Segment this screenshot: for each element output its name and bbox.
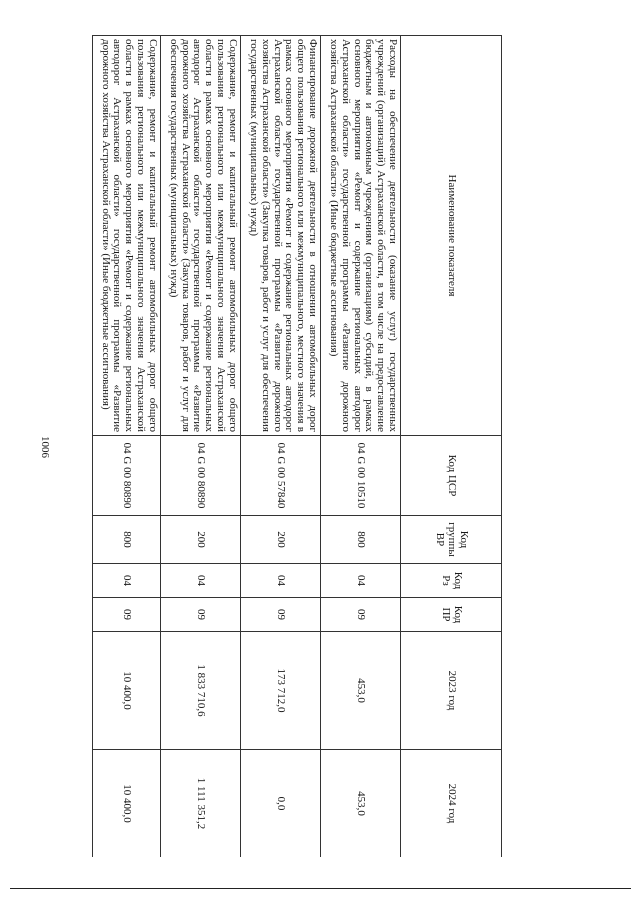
row-name: Содержание, ремонт и капитальный ремонт автомобильных дорог общего пользования регионального или межмуниципального значения Астраханской области в рамках основного мероприятия «Ремонт и содержание региональных автодорог Астраханской области» государственной программы «Развитие дорожного хозяйства Астраханской области» (Закупка товаров, работ и услуг для обеспечения государственных (муниципальных) нужд) (160, 36, 240, 436)
header-csr: Код ЦСР (401, 436, 502, 516)
row-rz: 04 (93, 564, 161, 598)
row-vr: 200 (160, 516, 240, 564)
header-rz: Код Рз (401, 564, 502, 598)
row-pr: 09 (93, 598, 161, 632)
budget-table-frame (92, 35, 502, 857)
row-2024: 453,0 (320, 750, 400, 858)
table-row (240, 36, 320, 858)
row-2023: 1 833 710,6 (160, 632, 240, 750)
table-header-row (401, 36, 502, 858)
table-row (320, 36, 400, 858)
row-rz: 04 (160, 564, 240, 598)
row-vr: 200 (240, 516, 320, 564)
budget-table (92, 35, 502, 857)
row-rz: 04 (320, 564, 400, 598)
row-rz: 04 (240, 564, 320, 598)
row-2023: 173 712,0 (240, 632, 320, 750)
header-vr: Код группы ВР (401, 516, 502, 564)
row-csr: 04 G 00 80890 (160, 436, 240, 516)
row-name: Финансирование дорожной деятельности в отношении автомобильных дорог общего пользования регионального или межмуниципального, местного значения в рамках основного мероприятия «Ремонт и содержание региональных автодорог Астраханской области» государственной программы «Развитие дорожного хозяйства Астраханской области» (Закупка товаров, работ и услуг для обеспечения государственных (муниципальных) нужд) (240, 36, 320, 436)
row-vr: 800 (320, 516, 400, 564)
row-csr: 04 G 00 10510 (320, 436, 400, 516)
page-number: 1006 (39, 436, 51, 458)
row-2024: 1 111 351,2 (160, 750, 240, 858)
row-pr: 09 (240, 598, 320, 632)
row-pr: 09 (320, 598, 400, 632)
bottom-divider (10, 888, 631, 889)
row-csr: 04 G 00 57840 (240, 436, 320, 516)
header-2024: 2024 год (401, 750, 502, 858)
row-2024: 0,0 (240, 750, 320, 858)
header-2023: 2023 год (401, 632, 502, 750)
row-2023: 453,0 (320, 632, 400, 750)
row-name: Содержание, ремонт и капитальный ремонт автомобильных дорог общего пользования регионального или межмуниципального значения Астраханской области в рамках основного мероприятия «Ремонт и содержание региональных автодорог Астраханской области» государственной программы «Развитие дорожного хозяйства Астраханской области» (Иные бюджетные ассигнования) (93, 36, 161, 436)
row-2023: 10 400,0 (93, 632, 161, 750)
table-row (93, 36, 161, 858)
row-name: Расходы на обеспечение деятельности (оказание услуг) государственных учреждений (организаций) Астраханской области, в том числе на предоставление бюджетным и автономным учреждениям (организациям) субсидий, в рамках основного мероприятия «Ремонт и содержание региональных автодорог Астраханской области» государственной программы «Развитие дорожного хозяйства Астраханской области» (Иные бюджетные ассигнования) (320, 36, 400, 436)
header-pr: Код ПР (401, 598, 502, 632)
rotated-table-container (92, 35, 502, 857)
row-vr: 800 (93, 516, 161, 564)
row-pr: 09 (160, 598, 240, 632)
header-name: Наименование показателя (401, 36, 502, 436)
table-row (160, 36, 240, 858)
row-csr: 04 G 00 80890 (93, 436, 161, 516)
row-2024: 10 400,0 (93, 750, 161, 858)
